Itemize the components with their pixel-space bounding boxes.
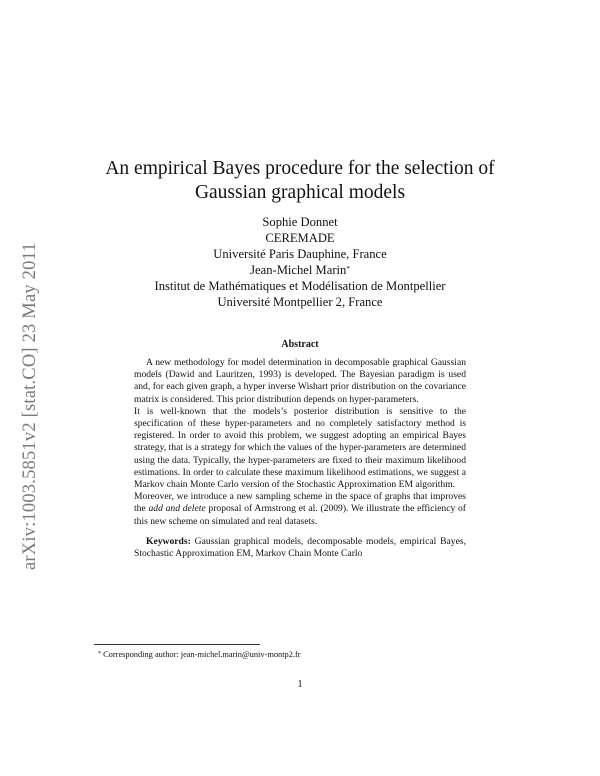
abstract-p3-text-end: proposal of Armstrong et al. (2009). We illustrate the efficiency of this new scheme on simulated and real datasets. (134, 503, 466, 527)
footnote (98, 649, 498, 660)
keywords-label: Keywords: (146, 536, 191, 547)
abstract-paragraph-2: It is well-known that the models’s posterior distribution is sensitive to the specification of these hyper-parameters and no completely satisfactory method is registered. In order to avoid this problem, we suggest adopting an empirical Bayes strategy, that is a strategy for which the values of the hyper-parameters are determined using the data. Typically, the hyper-parameters are fixed to their maximum likelihood estimations. In order to calculate these maximum likelihood estimations, we suggest a Markov chain Monte Carlo version of the Stochastic Approximation EM algorithm. (134, 405, 466, 491)
author-name-line (120, 262, 480, 278)
keywords-text: Gaussian graphical models, decomposable models, empirical Bayes, Stochastic Approximation EM, Markov Chain Monte Carlo (134, 536, 466, 560)
author-name: Jean-Michel Marin (250, 263, 347, 277)
arxiv-identifier-stamp: arXiv:1003.5851v2 [stat.CO] 23 May 2011 (20, 242, 40, 570)
footnote-divider (94, 644, 260, 645)
footnote-text: Corresponding author: jean-michel.marin@univ-montp2.fr (103, 650, 301, 659)
abstract-heading: Abstract (281, 339, 319, 350)
corresponding-author-marker: * (346, 265, 350, 273)
author-name: Sophie Donnet (262, 215, 338, 229)
author-block-2 (120, 262, 480, 310)
author-block-1 (120, 214, 480, 262)
abstract-p3-text: Moreover, we introduce a new sampling scheme in the space of graphs that improves the (134, 491, 466, 515)
abstract-paragraph-3 (134, 491, 466, 528)
keywords (134, 536, 466, 560)
abstract-p3-emphasis: add and delete (148, 503, 206, 515)
author-affiliation: Université Montpellier 2, France (217, 295, 383, 309)
abstract-paragraph-1: A new methodology for model determination in decomposable graphical Gaussian models (Dawid and Lauritzen, 1993) is developed. The Bayesian paradigm is used and, for each given graph, a hyper inverse Wishart prior distribution on the covariance matrix is considered. This prior distribution depends on hyper-parameters. (134, 357, 466, 405)
abstract-body (134, 357, 466, 528)
author-affiliation: Université Paris Dauphine, France (213, 247, 387, 261)
author-affiliation: Institut de Mathématiques et Modélisation de Montpellier (154, 279, 446, 293)
author-affiliation: CEREMADE (265, 231, 335, 245)
footnote-marker: * (98, 651, 101, 657)
page-number: 1 (297, 679, 303, 690)
paper-title: An empirical Bayes procedure for the selection of Gaussian graphical models (105, 158, 495, 203)
